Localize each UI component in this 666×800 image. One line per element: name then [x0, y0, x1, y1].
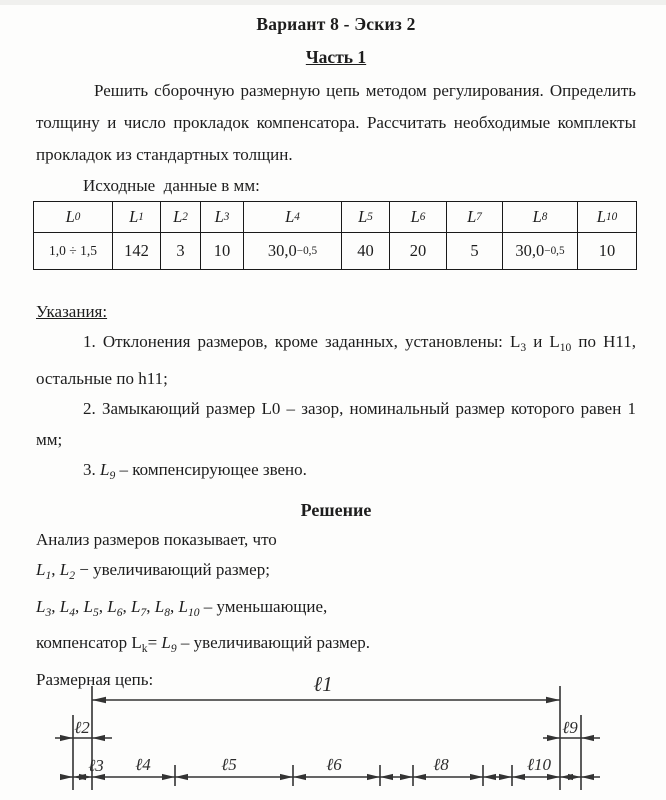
table-header: L 4 — [244, 202, 342, 233]
arrowhead — [162, 774, 175, 780]
dim-label-l4: ℓ4 — [135, 755, 151, 774]
table-header: L 10 — [578, 202, 636, 233]
dim-label-l9: ℓ9 — [562, 718, 578, 737]
arrowhead — [175, 774, 188, 780]
arrowhead — [512, 774, 525, 780]
arrowhead — [92, 697, 106, 703]
table-header: L 2 — [161, 202, 201, 233]
table-value: 5 — [447, 233, 503, 269]
dim-label-l6: ℓ6 — [326, 755, 342, 774]
arrowhead — [293, 774, 306, 780]
arrowhead — [60, 735, 73, 741]
table-value: 20 — [390, 233, 447, 269]
page-title: Вариант 8 - Эскиз 2 — [256, 14, 416, 34]
arrowhead — [547, 735, 560, 741]
table-header: L 7 — [447, 202, 503, 233]
arrowhead — [470, 774, 483, 780]
table-header: L 6 — [390, 202, 447, 233]
table-value: 3 — [161, 233, 201, 269]
table-value: 1,0 ÷ 1,5 — [34, 233, 113, 269]
dimension-chain-diagram — [0, 652, 666, 800]
arrowhead — [547, 774, 560, 780]
arrowhead — [546, 697, 560, 703]
instructions-heading: Указания: — [36, 302, 108, 321]
arrowhead — [367, 774, 380, 780]
dim-label-l3: ℓ3 — [88, 756, 104, 775]
instruction-item-3: 3. $L_9$ – компенсирующее звено. — [83, 460, 307, 483]
table-header: L 1 — [113, 202, 161, 233]
task-paragraph: Решить сборочную размерную цепь методом регулирования. Определить толщину и число прокладок компенсатора. Рассчитать необходимые комплекты прокладок из стандартных толщин. — [36, 81, 636, 164]
table-value: 30,0 −0,5 — [244, 233, 342, 269]
arrowhead — [280, 774, 293, 780]
arrowhead — [400, 774, 413, 780]
solution-line-5: Размерная цепь: — [36, 669, 154, 689]
table-value: 10 — [201, 233, 244, 269]
instruction-item-2: 2. Замыкающий размер L0 – зазор, номинальный размер которого равен 1 мм; — [36, 399, 636, 449]
diagram-arrowheads — [60, 697, 594, 741]
arrowhead — [581, 774, 594, 780]
arrowhead — [499, 774, 512, 780]
diagram-lines — [55, 686, 600, 790]
dim-label-l10: ℓ10 — [526, 755, 552, 774]
arrowhead — [92, 735, 105, 741]
instruction-item-1: 1. Отклонения размеров, кроме заданных, установлены: $L_3$ и $L_{10}$ по Н11, остальные по h11; — [36, 332, 636, 388]
arrowhead — [568, 774, 581, 780]
dimension-chain-svg — [0, 652, 666, 800]
arrowhead — [483, 774, 496, 780]
solution-line-4: компенсатор $L_k= L_9$ – увеличивающий размер. — [36, 633, 371, 656]
solution-line-2: $L_1$, $L_2$ − увеличивающий размер; — [36, 560, 270, 583]
table-value: 10 — [598, 241, 616, 260]
solution-heading: Решение — [300, 499, 372, 520]
solution-line-1: Анализ размеров показывает, что — [36, 529, 277, 549]
document-content — [0, 5, 666, 695]
data-label: Исходные данные в мм: — [83, 176, 260, 195]
table-header: L 8 — [503, 202, 578, 233]
table-header: L 0 — [34, 202, 113, 233]
arrowhead — [60, 774, 73, 780]
arrowhead — [581, 735, 594, 741]
dim-label-l1: ℓ1 — [313, 672, 333, 696]
table-header: L 5 — [342, 202, 390, 233]
table-header: L 3 — [201, 202, 244, 233]
instructions-section — [36, 297, 636, 492]
arrowhead — [413, 774, 426, 780]
arrowhead — [380, 774, 393, 780]
diagram-labels — [74, 672, 578, 775]
table-value: 30,0 −0,5 — [503, 233, 578, 269]
table-value: 142 — [113, 233, 161, 269]
dim-label-l2: ℓ2 — [74, 718, 90, 737]
dim-label-l5: ℓ5 — [221, 755, 237, 774]
input-data-table — [33, 201, 637, 270]
dim-label-l8: ℓ8 — [433, 755, 449, 774]
part-heading: Часть 1 — [305, 47, 367, 67]
table-value: 40 — [342, 233, 390, 269]
solution-line-3: $L_3$, $L_4$, $L_5$, $L_6$, $L_7$, $L_8$, $L_{10}$ – уменьшающие, — [36, 596, 328, 619]
